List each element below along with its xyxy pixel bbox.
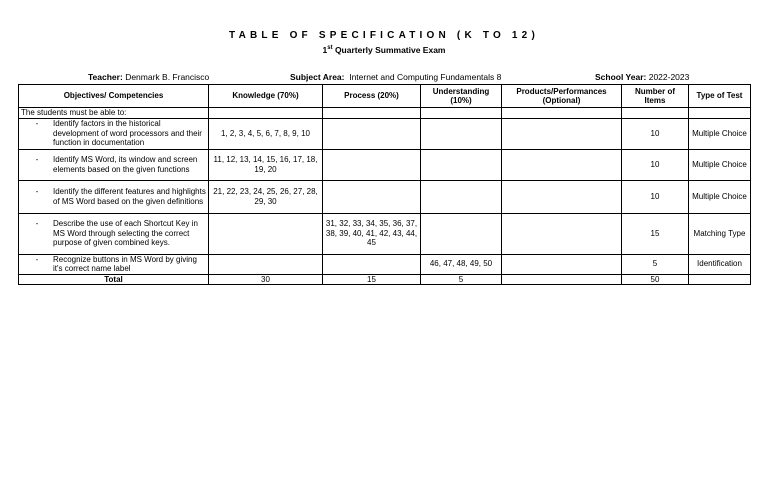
total-process: 15 [323, 274, 421, 285]
teacher-value: Denmark B. Francisco [125, 72, 210, 82]
items-cell: 10 [622, 118, 689, 149]
total-label: Total [19, 274, 209, 285]
knowledge-cell: 21, 22, 23, 24, 25, 26, 27, 28, 29, 30 [209, 180, 323, 213]
bullet-dash: - [35, 187, 39, 196]
process-cell: 31, 32, 33, 34, 35, 36, 37, 38, 39, 40, 41, 42, 43, 44, 45 [323, 213, 421, 254]
process-cell [323, 118, 421, 149]
header-understanding: Understanding (10%) [421, 85, 502, 108]
objective-text: Identify MS Word, its window and screen elements based on the given functions [53, 155, 198, 174]
objective-text: Identify factors in the historical development of word processors and their function in documentation [53, 119, 202, 148]
header-objectives: Objectives/ Competencies [19, 85, 209, 108]
objective-cell [19, 180, 209, 213]
understanding-cell [421, 213, 502, 254]
table-row [19, 213, 751, 254]
objective-cell [19, 254, 209, 274]
type-cell: Multiple Choice [689, 118, 751, 149]
specification-table [18, 84, 751, 285]
bullet-dash: - [35, 119, 39, 129]
knowledge-cell [209, 213, 323, 254]
total-type [689, 274, 751, 285]
subject-value: Internet and Computing Fundamentals 8 [349, 72, 502, 82]
type-cell: Matching Type [689, 213, 751, 254]
items-cell: 5 [622, 254, 689, 274]
bullet-dash: - [35, 219, 39, 229]
school-year-value: 2022-2023 [648, 72, 690, 82]
header-products: Products/Performances (Optional) [502, 85, 622, 108]
total-items: 50 [622, 274, 689, 285]
items-cell: 15 [622, 213, 689, 254]
header-process: Process (20%) [323, 85, 421, 108]
school-year-label: School Year: [595, 72, 647, 82]
type-cell: Multiple Choice [689, 149, 751, 180]
objective-text: Identify the different features and highlights of MS Word based on the given definitions [53, 187, 206, 206]
total-knowledge: 30 [209, 274, 323, 285]
items-cell: 10 [622, 149, 689, 180]
objective-text: Describe the use of each Shortcut Key in MS Word through selecting the correct purpose of given combined keys. [53, 219, 198, 248]
subject-info [290, 72, 501, 82]
items-cell: 10 [622, 180, 689, 213]
intro-text: The students must be able to: [19, 108, 209, 119]
table-row [19, 118, 751, 149]
teacher-info [88, 72, 209, 82]
process-cell [323, 180, 421, 213]
understanding-cell [421, 118, 502, 149]
objective-cell [19, 213, 209, 254]
process-cell [323, 149, 421, 180]
total-understanding: 5 [421, 274, 502, 285]
process-cell [323, 254, 421, 274]
objective-cell [19, 118, 209, 149]
table-row [19, 254, 751, 274]
understanding-cell: 46, 47, 48, 49, 50 [421, 254, 502, 274]
intro-row [19, 108, 751, 119]
document-subtitle [0, 45, 768, 55]
total-row [19, 274, 751, 285]
objective-cell [19, 149, 209, 180]
products-cell [502, 254, 622, 274]
table-header-row [19, 85, 751, 108]
products-cell [502, 149, 622, 180]
table-row [19, 180, 751, 213]
header-type: Type of Test [689, 85, 751, 108]
bullet-dash: - [35, 155, 39, 164]
understanding-cell [421, 149, 502, 180]
type-cell: Identification [689, 254, 751, 274]
knowledge-cell: 11, 12, 13, 14, 15, 16, 17, 18, 19, 20 [209, 149, 323, 180]
total-products [502, 274, 622, 285]
bullet-dash: - [35, 254, 39, 264]
school-year-info [595, 72, 689, 82]
teacher-label: Teacher: [88, 72, 123, 82]
header-knowledge: Knowledge (70%) [209, 85, 323, 108]
subtitle-text: Quarterly Summative Exam [332, 45, 446, 55]
subtitle-ordinal: 1 [322, 45, 328, 55]
document-title: TABLE OF SPECIFICATION (K TO 12) [229, 30, 539, 41]
understanding-cell [421, 180, 502, 213]
header-items: Number of Items [622, 85, 689, 108]
objective-text: Recognize buttons in MS Word by giving it's correct name label [53, 254, 197, 273]
knowledge-cell: 1, 2, 3, 4, 5, 6, 7, 8, 9, 10 [209, 118, 323, 149]
subtitle-ordinal-suffix: st [327, 45, 333, 52]
products-cell [502, 213, 622, 254]
table-row [19, 149, 751, 180]
products-cell [502, 118, 622, 149]
type-cell: Multiple Choice [689, 180, 751, 213]
subject-label: Subject Area: [290, 72, 345, 82]
products-cell [502, 180, 622, 213]
knowledge-cell [209, 254, 323, 274]
